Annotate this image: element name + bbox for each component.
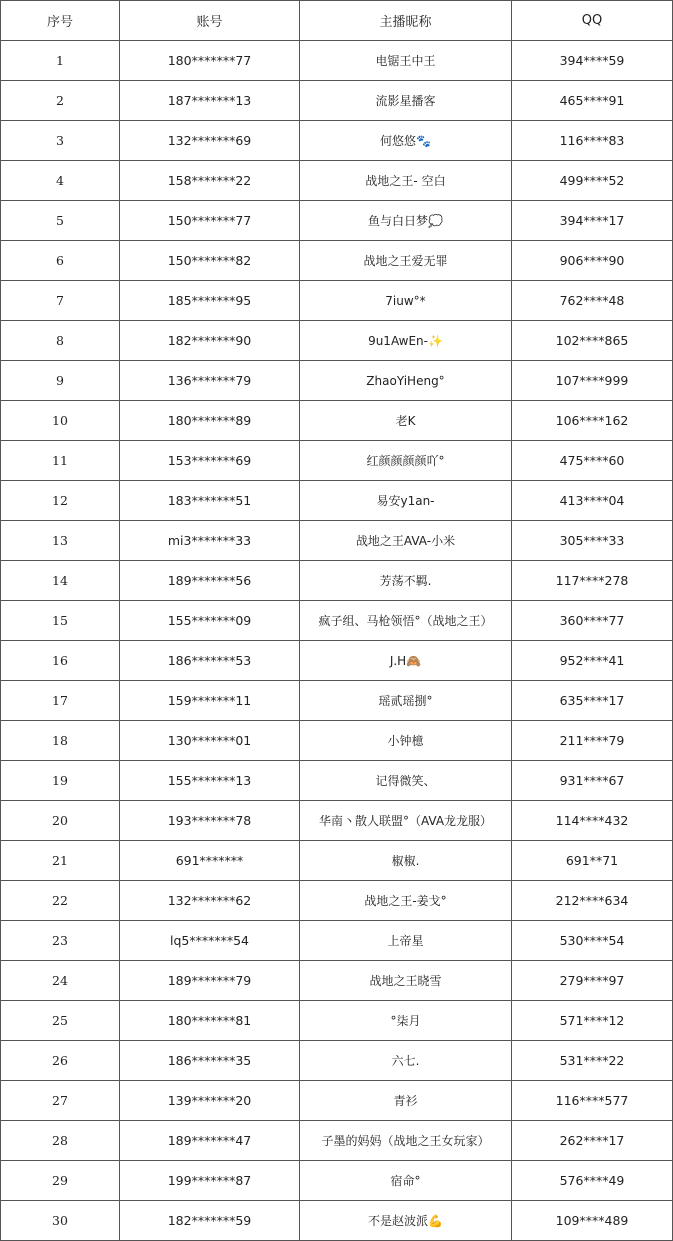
table-row	[1, 681, 673, 721]
cell-qq: 576****49	[512, 1161, 673, 1201]
cell-account: 159*******11	[120, 681, 300, 721]
cell-qq: 106****162	[512, 401, 673, 441]
table-row	[1, 321, 673, 361]
cell-serial-number: 27	[1, 1081, 120, 1121]
cell-account: 153*******69	[120, 441, 300, 481]
cell-serial-number: 22	[1, 881, 120, 921]
cell-nickname: 青衫	[300, 1081, 512, 1121]
cell-serial-number: 14	[1, 561, 120, 601]
table-row	[1, 641, 673, 681]
cell-nickname: J.H🙈	[300, 641, 512, 681]
table-row	[1, 201, 673, 241]
table-row	[1, 1081, 673, 1121]
cell-nickname: 战地之王- 空白	[300, 161, 512, 201]
cell-serial-number: 21	[1, 841, 120, 881]
cell-qq: 262****17	[512, 1121, 673, 1161]
cell-qq: 117****278	[512, 561, 673, 601]
cell-account: 691*******	[120, 841, 300, 881]
table-row	[1, 841, 673, 881]
cell-serial-number: 6	[1, 241, 120, 281]
cell-qq: 931****67	[512, 761, 673, 801]
table-row	[1, 1041, 673, 1081]
cell-nickname: 9u1AwEn-✨	[300, 321, 512, 361]
cell-serial-number: 28	[1, 1121, 120, 1161]
cell-qq: 952****41	[512, 641, 673, 681]
table-row	[1, 401, 673, 441]
cell-nickname: 战地之王晓雪	[300, 961, 512, 1001]
cell-qq: 394****59	[512, 41, 673, 81]
header-nickname: 主播昵称	[300, 1, 512, 41]
cell-account: 199*******87	[120, 1161, 300, 1201]
cell-nickname: ZhaoYiHeng°	[300, 361, 512, 401]
cell-serial-number: 3	[1, 121, 120, 161]
header-account: 账号	[120, 1, 300, 41]
cell-serial-number: 20	[1, 801, 120, 841]
cell-account: 132*******62	[120, 881, 300, 921]
table-body	[1, 41, 673, 1241]
cell-nickname: 7iuw°*	[300, 281, 512, 321]
cell-nickname: 电锯王中王	[300, 41, 512, 81]
cell-nickname: 瑶贰瑶捌°	[300, 681, 512, 721]
cell-account: 136*******79	[120, 361, 300, 401]
cell-serial-number: 17	[1, 681, 120, 721]
cell-account: 186*******53	[120, 641, 300, 681]
table-row	[1, 561, 673, 601]
cell-nickname: °柒月	[300, 1001, 512, 1041]
cell-qq: 109****489	[512, 1201, 673, 1241]
cell-nickname: 疯子组、马枪领悟°（战地之王）	[300, 601, 512, 641]
cell-serial-number: 9	[1, 361, 120, 401]
cell-serial-number: 29	[1, 1161, 120, 1201]
header-serial-number: 序号	[1, 1, 120, 41]
cell-nickname: 华南丶散人联盟°（AVA龙龙服）	[300, 801, 512, 841]
cell-serial-number: 26	[1, 1041, 120, 1081]
cell-serial-number: 23	[1, 921, 120, 961]
cell-account: 185*******95	[120, 281, 300, 321]
cell-account: 193*******78	[120, 801, 300, 841]
cell-qq: 279****97	[512, 961, 673, 1001]
cell-account: 150*******77	[120, 201, 300, 241]
cell-account: 182*******59	[120, 1201, 300, 1241]
cell-nickname: 芳荡不羁.	[300, 561, 512, 601]
cell-serial-number: 11	[1, 441, 120, 481]
cell-serial-number: 19	[1, 761, 120, 801]
cell-nickname: 记得微笑、	[300, 761, 512, 801]
header-row	[1, 1, 673, 41]
cell-qq: 475****60	[512, 441, 673, 481]
cell-nickname: 战地之王-姜戈°	[300, 881, 512, 921]
table-row	[1, 921, 673, 961]
cell-qq: 107****999	[512, 361, 673, 401]
cell-qq: 211****79	[512, 721, 673, 761]
cell-serial-number: 18	[1, 721, 120, 761]
cell-qq: 906****90	[512, 241, 673, 281]
cell-account: 150*******82	[120, 241, 300, 281]
table-row	[1, 161, 673, 201]
cell-qq: 530****54	[512, 921, 673, 961]
table-row	[1, 961, 673, 1001]
cell-nickname: 不是赵波派💪	[300, 1201, 512, 1241]
table-row	[1, 1201, 673, 1241]
cell-serial-number: 25	[1, 1001, 120, 1041]
cell-nickname: 老K	[300, 401, 512, 441]
cell-nickname: 上帝星	[300, 921, 512, 961]
cell-qq: 691**71	[512, 841, 673, 881]
cell-nickname: 战地之王AVA-小米	[300, 521, 512, 561]
cell-account: 180*******81	[120, 1001, 300, 1041]
cell-qq: 762****48	[512, 281, 673, 321]
cell-serial-number: 8	[1, 321, 120, 361]
cell-serial-number: 7	[1, 281, 120, 321]
cell-nickname: 战地之王爱无罪	[300, 241, 512, 281]
cell-account: 180*******89	[120, 401, 300, 441]
cell-account: 189*******79	[120, 961, 300, 1001]
cell-nickname: 易安y1an-	[300, 481, 512, 521]
table-row	[1, 121, 673, 161]
cell-qq: 116****577	[512, 1081, 673, 1121]
cell-nickname: 子墨的妈妈（战地之王女玩家）	[300, 1121, 512, 1161]
cell-serial-number: 15	[1, 601, 120, 641]
cell-nickname: 六七.	[300, 1041, 512, 1081]
cell-nickname: 宿命°	[300, 1161, 512, 1201]
cell-qq: 212****634	[512, 881, 673, 921]
cell-serial-number: 4	[1, 161, 120, 201]
table-row	[1, 1161, 673, 1201]
cell-serial-number: 1	[1, 41, 120, 81]
table-row	[1, 41, 673, 81]
cell-account: 189*******47	[120, 1121, 300, 1161]
cell-serial-number: 24	[1, 961, 120, 1001]
table-row	[1, 1121, 673, 1161]
cell-account: 155*******09	[120, 601, 300, 641]
cell-qq: 465****91	[512, 81, 673, 121]
cell-account: 132*******69	[120, 121, 300, 161]
table-row	[1, 521, 673, 561]
cell-account: mi3*******33	[120, 521, 300, 561]
table-row	[1, 881, 673, 921]
cell-qq: 305****33	[512, 521, 673, 561]
cell-qq: 114****432	[512, 801, 673, 841]
cell-account: 182*******90	[120, 321, 300, 361]
cell-account: 183*******51	[120, 481, 300, 521]
table-row	[1, 281, 673, 321]
table-row	[1, 241, 673, 281]
table-row	[1, 761, 673, 801]
cell-account: 180*******77	[120, 41, 300, 81]
table-row	[1, 601, 673, 641]
cell-nickname: 鱼与白日梦💭	[300, 201, 512, 241]
table-row	[1, 81, 673, 121]
cell-nickname: 何悠悠🐾	[300, 121, 512, 161]
cell-serial-number: 10	[1, 401, 120, 441]
cell-serial-number: 13	[1, 521, 120, 561]
cell-account: 130*******01	[120, 721, 300, 761]
table-row	[1, 801, 673, 841]
cell-account: 189*******56	[120, 561, 300, 601]
cell-serial-number: 2	[1, 81, 120, 121]
cell-qq: 102****865	[512, 321, 673, 361]
header-qq: QQ	[512, 1, 673, 41]
cell-account: 158*******22	[120, 161, 300, 201]
cell-account: lq5*******54	[120, 921, 300, 961]
cell-account: 139*******20	[120, 1081, 300, 1121]
cell-nickname: 小钟檍	[300, 721, 512, 761]
table-row	[1, 441, 673, 481]
table-row	[1, 481, 673, 521]
table-row	[1, 721, 673, 761]
cell-qq: 413****04	[512, 481, 673, 521]
cell-serial-number: 16	[1, 641, 120, 681]
cell-nickname: 椒椒.	[300, 841, 512, 881]
cell-account: 187*******13	[120, 81, 300, 121]
cell-nickname: 流影星播客	[300, 81, 512, 121]
cell-account: 155*******13	[120, 761, 300, 801]
cell-qq: 360****77	[512, 601, 673, 641]
cell-qq: 499****52	[512, 161, 673, 201]
cell-qq: 531****22	[512, 1041, 673, 1081]
cell-serial-number: 30	[1, 1201, 120, 1241]
cell-qq: 571****12	[512, 1001, 673, 1041]
table-row	[1, 361, 673, 401]
cell-qq: 116****83	[512, 121, 673, 161]
cell-qq: 394****17	[512, 201, 673, 241]
cell-nickname: 红颜颜颜颜吖°	[300, 441, 512, 481]
table-row	[1, 1001, 673, 1041]
cell-serial-number: 5	[1, 201, 120, 241]
cell-account: 186*******35	[120, 1041, 300, 1081]
cell-serial-number: 12	[1, 481, 120, 521]
cell-qq: 635****17	[512, 681, 673, 721]
